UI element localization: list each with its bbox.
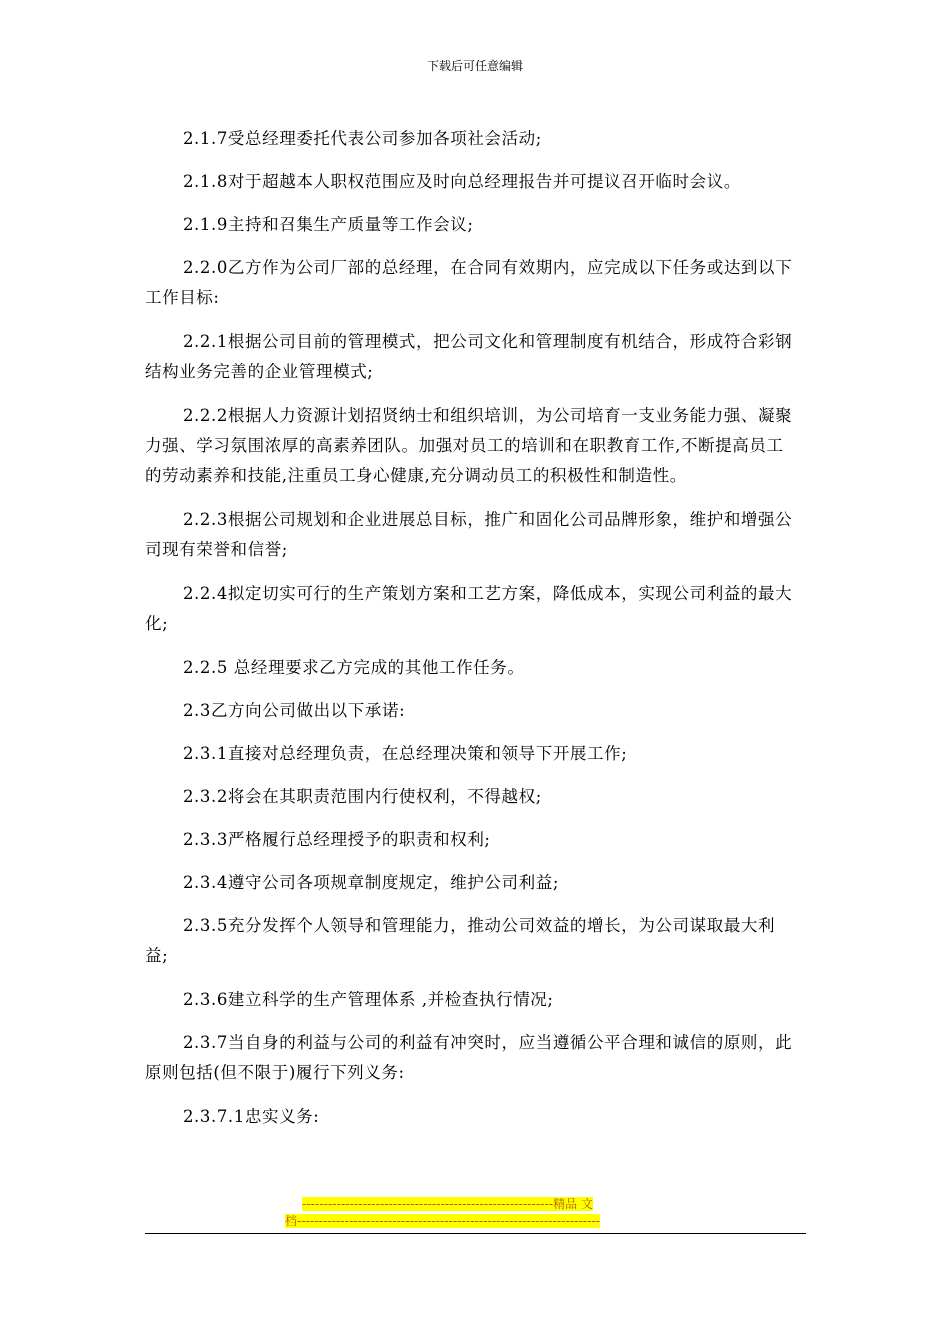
footer-stamp [285, 1196, 665, 1230]
footer-divider [145, 1233, 806, 1234]
body-text [145, 124, 795, 1145]
paragraph-2-1-7: 2.1.7受总经理委托代表公司参加各项社会活动; [182, 129, 542, 148]
paragraph-2-2-2: 2.2.2根据人力资源计划招贤纳士和组织培训，为公司培育一支业务能力强、凝聚力强、学习氛围浓厚的高素养团队。加强对员工的培训和在职教育工作,不断提高员工的劳动素养和技能,注重员工身心健康,充分调动员工的积极性和制造性。 [145, 406, 793, 485]
paragraph-2-3-7-1: 2.3.7.1忠实义务: [182, 1107, 320, 1126]
footer-stamp-text-2: 档---------------------------------------------------------------------- [285, 1214, 601, 1228]
paragraph-2-3-3: 2.3.3严格履行总经理授予的职责和权利; [182, 830, 491, 849]
paragraph-2-3: 2.3乙方向公司做出以下承诺: [182, 701, 406, 720]
paragraph-2-2-5: 2.2.5 总经理要求乙方完成的其他工作任务。 [182, 658, 525, 677]
footer-stamp-text-1: ----------------------------------------------------------精品 文 [302, 1197, 593, 1211]
footer-stamp-line-1 [285, 1196, 665, 1213]
paragraph-2-3-6: 2.3.6建立科学的生产管理体系 ,并检查执行情况; [182, 990, 554, 1009]
paragraph-2-3-4: 2.3.4遵守公司各项规章制度规定，维护公司利益; [182, 873, 559, 892]
paragraph-2-2-0: 2.2.0乙方作为公司厂部的总经理，在合同有效期内，应完成以下任务或达到以下工作目标: [145, 258, 793, 307]
paragraph-2-3-1: 2.3.1直接对总经理负责，在总经理决策和领导下开展工作; [182, 744, 628, 763]
paragraph-2-2-4: 2.2.4拟定切实可行的生产策划方案和工艺方案，降低成本，实现公司利益的最大化; [145, 584, 793, 633]
header-note: 下载后可任意编辑 [426, 59, 523, 73]
paragraph-2-3-5: 2.3.5充分发挥个人领导和管理能力，推动公司效益的增长，为公司谋取最大利益; [145, 916, 776, 965]
footer-stamp-line-2 [285, 1213, 665, 1230]
paragraph-2-3-2: 2.3.2将会在其职责范围内行使权利，不得越权; [182, 787, 542, 806]
paragraph-2-3-7: 2.3.7当自身的利益与公司的利益有冲突时，应当遵循公平合理和诚信的原则，此原则包括(但不限于)履行下列义务: [145, 1033, 793, 1082]
paragraph-2-2-1: 2.2.1根据公司目前的管理模式，把公司文化和管理制度有机结合，形成符合彩钢结构业务完善的企业管理模式; [145, 332, 793, 381]
paragraph-2-1-8: 2.1.8对于超越本人职权范围应及时向总经理报告并可提议召开临时会议。 [182, 172, 741, 191]
paragraph-2-2-3: 2.2.3根据公司规划和企业进展总目标，推广和固化公司品牌形象，维护和增强公司现有荣誉和信誉; [145, 510, 793, 559]
paragraph-2-1-9: 2.1.9主持和召集生产质量等工作会议; [182, 215, 474, 234]
